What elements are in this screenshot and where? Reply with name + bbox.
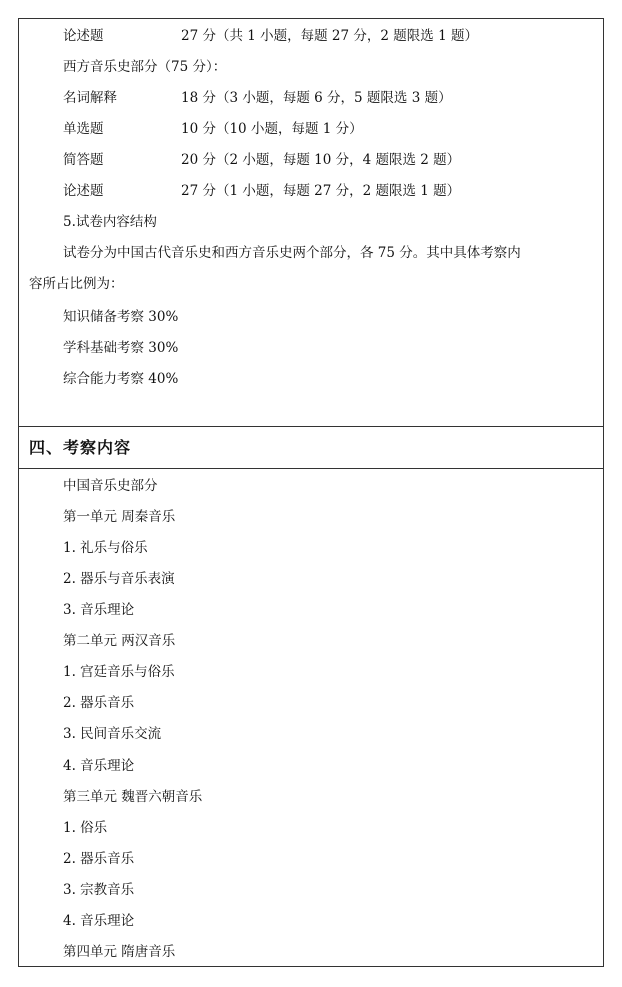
row-value: 27 分（共 1 小题，每题 27 分，2 题限选 1 题） — [181, 28, 478, 44]
part-title: 中国音乐史部分 — [63, 478, 158, 494]
row-value: 10 分（10 小题，每题 1 分） — [181, 121, 363, 137]
row-label: 单选题 — [63, 121, 104, 137]
divider-top — [19, 426, 603, 427]
row-label: 论述题 — [63, 28, 104, 44]
row-label: 简答题 — [63, 152, 104, 168]
list-item: 2. 器乐音乐 — [63, 851, 135, 867]
unit-title: 第一单元 周秦音乐 — [63, 509, 176, 525]
western-section-title: 西方音乐史部分（75 分）： — [63, 59, 227, 75]
row-value: 18 分（3 小题，每题 6 分，5 题限选 3 题） — [181, 90, 452, 106]
document-frame — [18, 18, 604, 967]
row-label: 论述题 — [63, 183, 104, 199]
list-item: 2. 器乐与音乐表演 — [63, 571, 175, 587]
exam-structure-section — [19, 19, 603, 426]
list-item: 1. 宫廷音乐与俗乐 — [63, 664, 175, 680]
list-item: 1. 俗乐 — [63, 820, 108, 836]
row-value: 20 分（2 小题，每题 10 分，4 题限选 2 题） — [181, 152, 461, 168]
section5-title: 5.试卷内容结构 — [63, 214, 157, 230]
row-value: 27 分（1 小题，每题 27 分，2 题限选 1 题） — [181, 183, 461, 199]
list-item: 3. 民间音乐交流 — [63, 726, 162, 742]
list-item: 4. 音乐理论 — [63, 758, 135, 774]
list-item: 4. 音乐理论 — [63, 913, 135, 929]
list-item: 3. 音乐理论 — [63, 602, 135, 618]
unit-title: 第四单元 隋唐音乐 — [63, 944, 176, 960]
ratio-knowledge: 知识储备考察 30% — [63, 309, 179, 325]
section5-paragraph-line2: 容所占比例为： — [29, 276, 124, 292]
ratio-foundation: 学科基础考察 30% — [63, 340, 179, 356]
unit-title: 第二单元 两汉音乐 — [63, 633, 176, 649]
section5-paragraph-line1: 试卷分为中国古代音乐史和西方音乐史两个部分，各 75 分。其中具体考察内 — [63, 245, 521, 261]
ratio-ability: 综合能力考察 40% — [63, 371, 179, 387]
list-item: 1. 礼乐与俗乐 — [63, 540, 148, 556]
divider-bottom — [19, 468, 603, 469]
section4-heading: 四、考察内容 — [29, 438, 132, 457]
list-item: 2. 器乐音乐 — [63, 695, 135, 711]
unit-title: 第三单元 魏晋六朝音乐 — [63, 789, 203, 805]
row-label: 名词解释 — [63, 90, 117, 106]
list-item: 3. 宗教音乐 — [63, 882, 135, 898]
